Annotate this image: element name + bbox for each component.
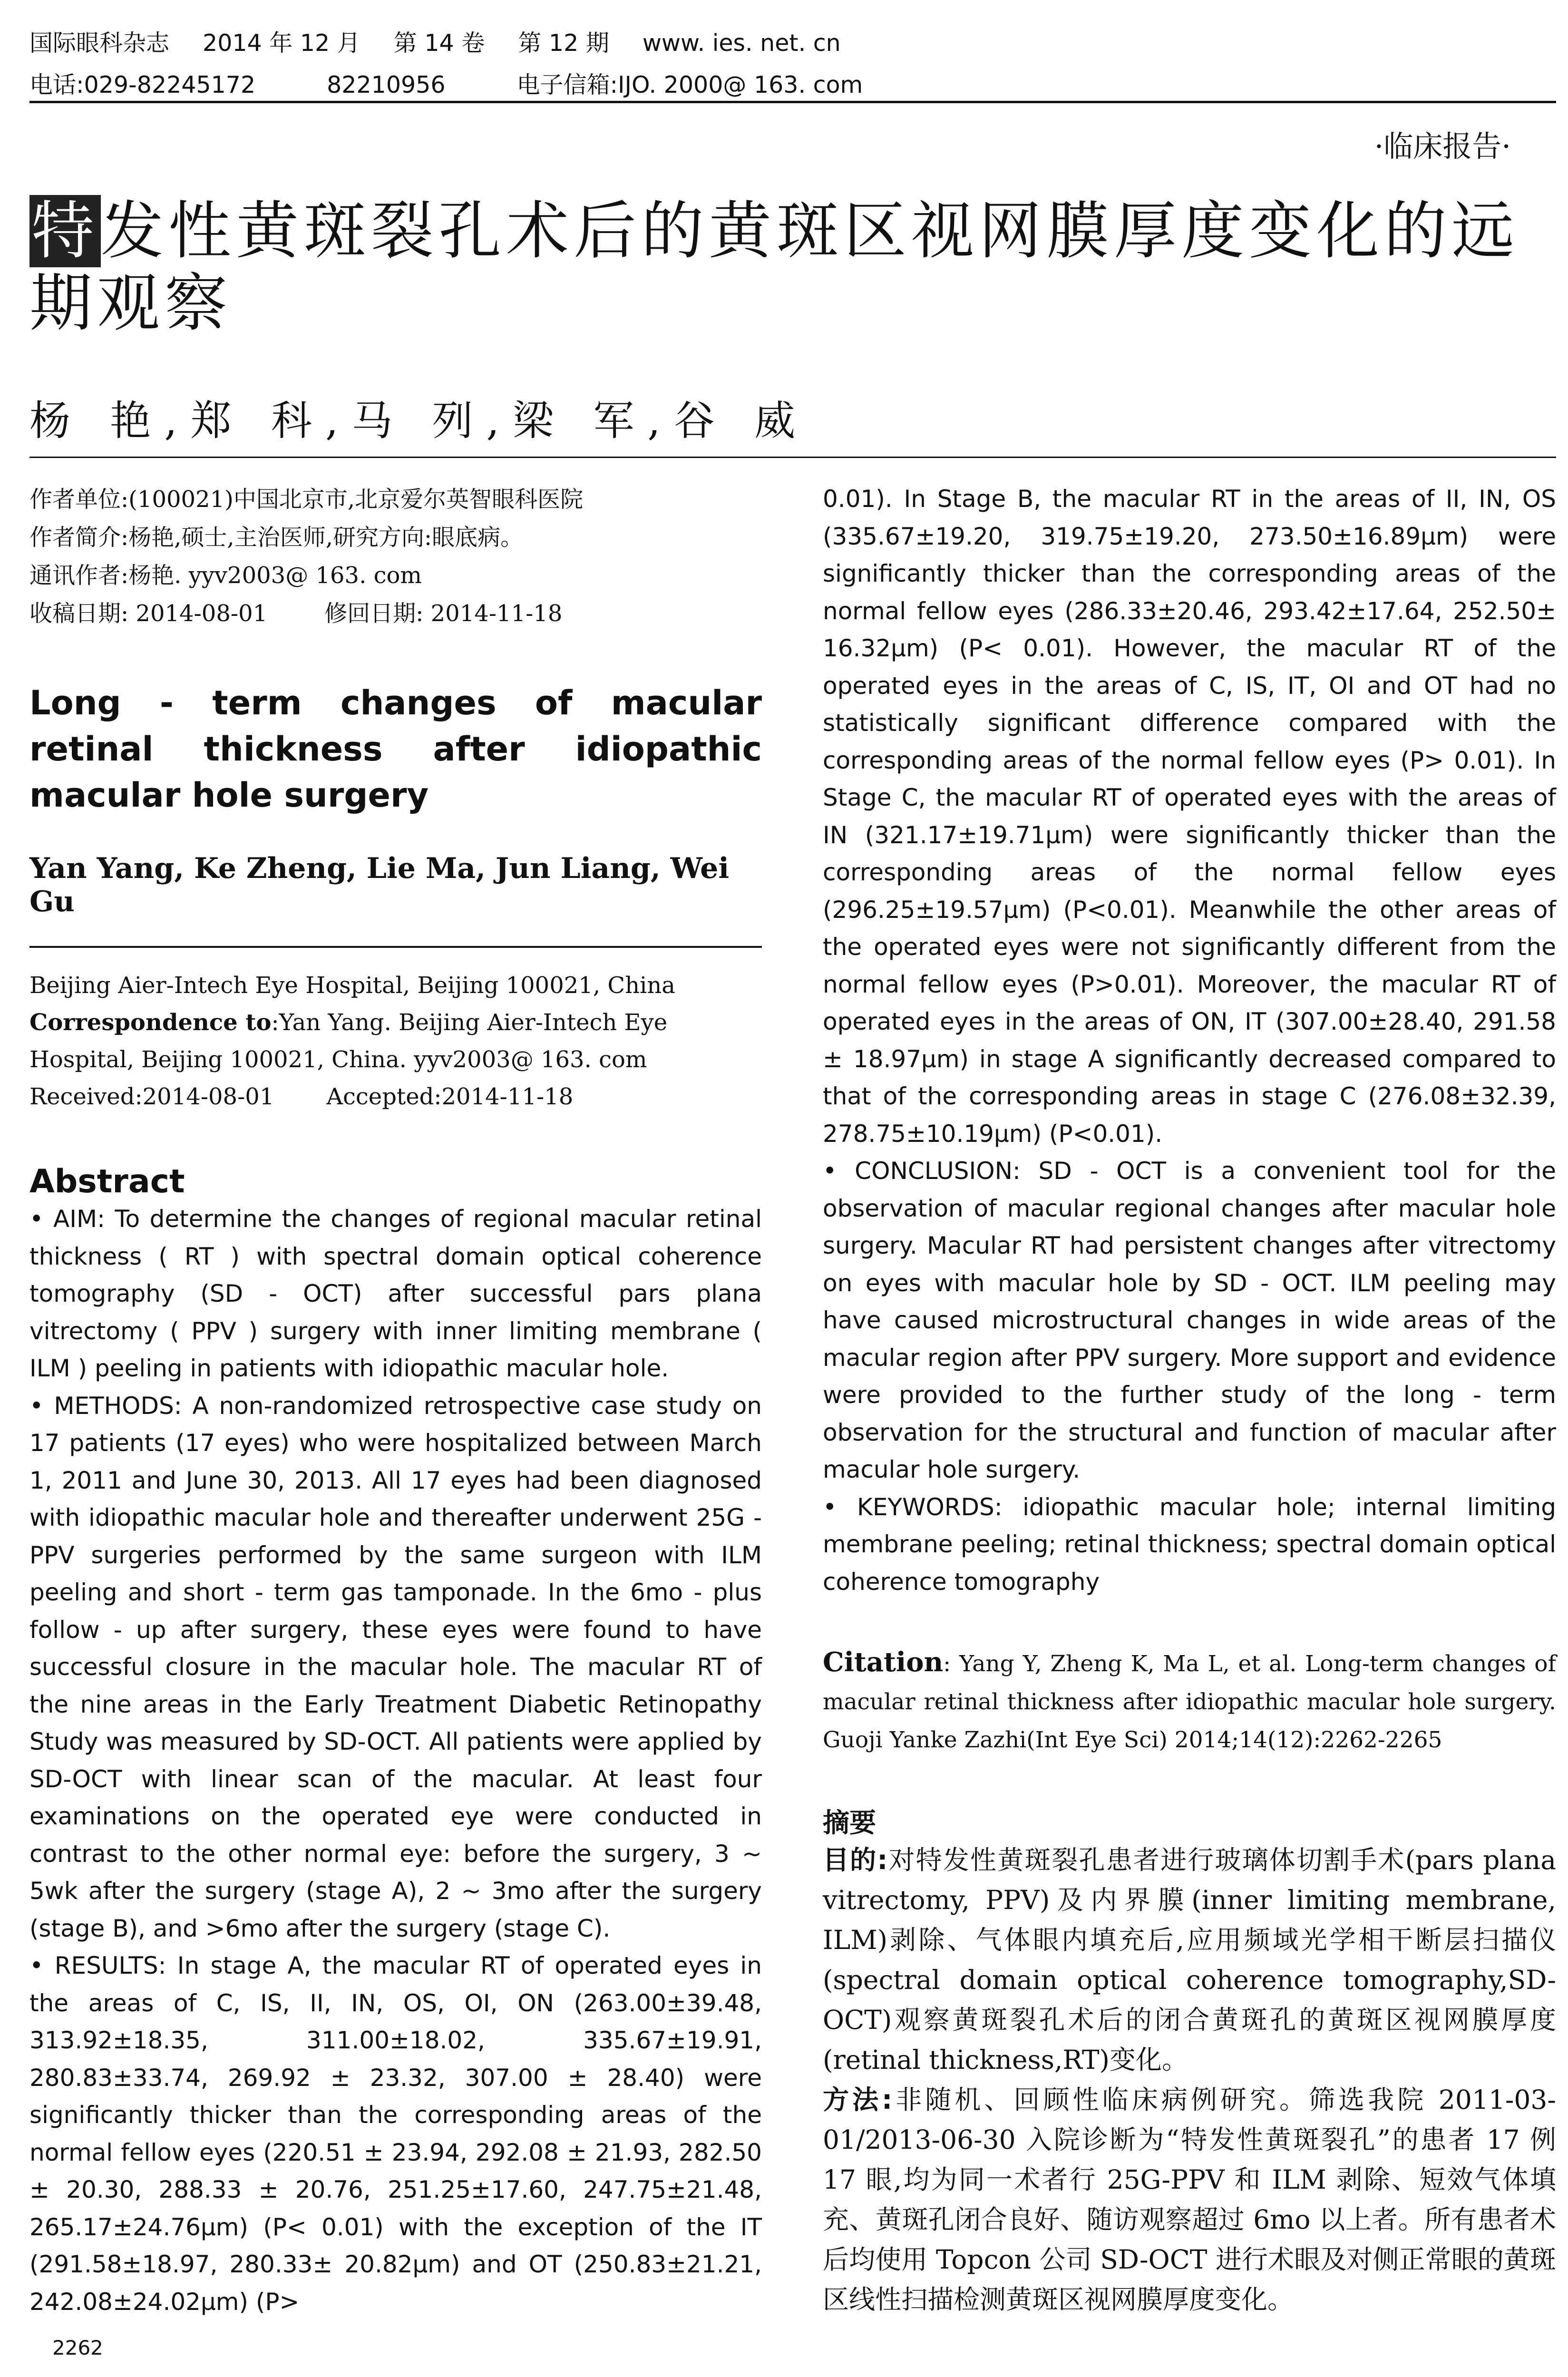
authors-en: Yan Yang, Ke Zheng, Lie Ma, Jun Liang, Wei Gu [29, 852, 730, 918]
phone2: 82210956 [327, 71, 446, 98]
affiliation-en [29, 967, 762, 1115]
title-cn [29, 195, 1556, 340]
authors-cn: 杨 艳,郑 科,马 列,梁 军,谷 威 [29, 397, 809, 445]
page-number: 2262 [52, 2336, 103, 2359]
author-bio: 作者简介:杨艳,硕士,主治医师,研究方向:眼底病。 [29, 524, 524, 551]
title-cn-mark: 特 [29, 195, 101, 267]
abstract-conclusion: • CONCLUSION: SD - OCT is a convenient tool for the observation of macular regional changes after macular hole surgery. Macular RT had persistent changes after vitrectomy on eyes with macular hole by SD - OCT. ILM peeling may have caused microstructural changes in wide areas of the macular region after PPV surgery. More support and evidence were provided to the further study of the long - term observation for the structural and function of macular after macular hole surgery. [823, 1157, 1556, 1483]
cn-abstract-methods [823, 2080, 1556, 2319]
abstract-methods: • METHODS: A non-randomized retrospective case study on 17 patients (17 eyes) who were hospitalized between March 1, 2011 and June 30, 2013. All 17 eyes had been diagnosed with idiopathic macular hole and thereafter underwent 25G - PPV surgeries performed by the same surgeon with ILM peeling and short - term gas tamponade. In the 6mo - plus follow - up after surgery, these eyes were found to have successful closure in the macular hole. The macular RT of the nine areas in the Early Treatment Diabetic Retinopathy Study was measured by SD-OCT. All patients were applied by SD-OCT with linear scan of the macular. At least four examinations on the operated eye were conducted in contrast to the other normal eye: before the surgery, 3 ~ 5wk after the surgery (stage A), 2 ~ 3mo after the surgery (stage B), and >6mo after the surgery (stage C). [29, 1392, 762, 1942]
abstract-results-part1: • RESULTS: In stage A, the macular RT of operated eyes in the areas of C, IS, II, IN, OS, OI, ON (263.00±39.48, 313.92±18.35, 311.00±18.02, 335.67±19.91, 280.83±33.74, 269.92 ± 23.32, 307.00 ± 28.40) were significantly thicker than the corresponding areas of the normal fellow eyes (220.51 ± 23.94, 292.08 ± 21.93, 282.50 ± 20.30, 288.33 ± 20.76, 251.25±17.60, 247.75±21.48, 265.17±24.76μm) (P< 0.01) with the exception of the IT (291.58±18.97, 280.33± 20.82μm) and OT (250.83±21.21, 242.08±24.02μm) (P> [29, 1952, 762, 2316]
journal-name: 国际眼科杂志 [29, 29, 170, 57]
title-cn-text: 发性黄斑裂孔术后的黄斑区视网膜厚度变化的远期观察 [29, 195, 1519, 340]
issue-number: 第 12 期 [518, 29, 609, 57]
correspondence-label: Correspondence to [29, 1009, 272, 1036]
correspondence [29, 1004, 762, 1078]
journal-contact [29, 67, 934, 100]
abstract-results-part2: 0.01). In Stage B, the macular RT in the areas of II, IN, OS (335.67±19.20, 319.75±19.20, 273.50±16.89μm) were significantly thicker than the corresponding areas of the normal fellow eyes (286.33±20.46, 293.42±17.64, 252.50± 16.32μm) (P< 0.01). However, the macular RT of the operated eyes in the areas of C, IS, IT, OI and OT had no statistically significant difference compared with the corresponding areas of the normal fellow eyes (P> 0.01). In Stage C, the macular RT of operated eyes with the areas of IN (321.17±19.71μm) were significantly thicker than the corresponding areas of the normal fellow eyes (296.25±19.57μm) (P<0.01). Meanwhile the other areas of the operated eyes were not significantly different from the normal fellow eyes (P>0.01). Moreover, the macular RT of operated eyes in the areas of ON, IT (307.00±28.40, 291.58 ± 18.97μm) in stage A significantly decreased compared to that of the corresponding areas in stage C (276.08±32.39, 278.75±10.19μm) (P<0.01). [823, 485, 1556, 1148]
abstract-keywords: • KEYWORDS: idiopathic macular hole; internal limiting membrane peeling; retinal thickness; spectral domain optical coherence tomography [823, 1493, 1556, 1596]
cn-methods-label: 方法: [823, 2085, 893, 2115]
institution: Beijing Aier-Intech Eye Hospital, Beijing 100021, China [29, 972, 675, 999]
volume: 第 14 卷 [393, 29, 485, 57]
citation-text: : Yang Y, Zheng K, Ma L, et al. Long-term changes of macular retinal thickness after idiopathic macular hole surgery. Guoji Yanke Zazhi(Int Eye Sci) 2014;14(12):2262-2265 [823, 1651, 1556, 1753]
abstract-aim: • AIM: To determine the changes of regional macular retinal thickness ( RT ) with spectral domain optical coherence tomography (SD - OCT) after successful pars plana vitrectomy ( PPV ) surgery with inner limiting membrane ( ILM ) peeling in patients with idiopathic macular hole. [29, 1205, 762, 1382]
cn-aim-text: 对特发性黄斑裂孔患者进行玻璃体切割手术(pars plana vitrectomy, PPV)及内界膜(inner limiting membrane, ILM)剥除、气体眼内填充后,应用频域光学相干断层扫描仪(spectral domain optical coherence tomography,SD-OCT)观察黄斑裂孔术后的闭合黄斑孔的黄斑区视网膜厚度(retinal thickness,RT)变化。 [823, 1845, 1556, 2075]
section-tag: ·临床报告· [1374, 129, 1511, 164]
issue-date: 2014 年 12 月 [203, 29, 360, 57]
header-rule [29, 101, 1556, 103]
journal-header [29, 25, 874, 58]
dates-en [29, 1078, 762, 1115]
revised-cn: 修回日期: 2014-11-18 [324, 600, 563, 627]
author-meta-cn [29, 480, 762, 633]
correspondence-text: :Yan Yang. Beijing Aier-Intech Eye Hospital, Beijing 100021, China. yyv2003@ 163. com [29, 1009, 668, 1073]
dates-cn [29, 594, 762, 633]
title-rule [29, 457, 1556, 458]
cn-aim-label: 目的: [823, 1845, 888, 1875]
phone: 电话:029-82245172 [29, 71, 256, 98]
cn-abstract-heading: 摘要 [823, 1808, 876, 1839]
abstract-heading: Abstract [29, 1163, 185, 1200]
journal-website: www. ies. net. cn [642, 29, 841, 57]
citation [823, 1643, 1556, 1759]
right-column [823, 480, 1556, 2319]
received-cn: 收稿日期: 2014-08-01 [29, 600, 268, 627]
author-unit: 作者单位:(100021)中国北京市,北京爱尔英智眼科医院 [29, 486, 584, 513]
title-en: Long - term changes of macular retinal thickness after idiopathic macular hole surgery [29, 683, 762, 815]
corresponding-author: 通讯作者:杨艳. yyv2003@ 163. com [29, 562, 422, 589]
left-column [29, 480, 762, 2320]
cn-methods-text: 非随机、回顾性临床病例研究。筛选我院 2011-03-01/2013-06-30 入院诊断为“特发性黄斑裂孔”的患者 17 例 17 眼,均为同一术者行 25G-PPV 和 ILM 剥除、短效气体填充、黄斑孔闭合良好、随访观察超过 6mo 以上者。所有患者术后均使用 Topcon 公司 SD-OCT 进行术眼及对侧正常眼的黄斑区线性扫描检测黄斑区视网膜厚度变化。 [823, 2085, 1556, 2315]
received-en: Received:2014-08-01 [29, 1083, 274, 1110]
accepted-en: Accepted:2014-11-18 [326, 1083, 574, 1110]
citation-label: Citation [823, 1646, 944, 1678]
authors-rule [29, 946, 762, 948]
email: 电子信箱:IJO. 2000@ 163. com [516, 71, 863, 98]
cn-abstract-aim [823, 1840, 1556, 2080]
